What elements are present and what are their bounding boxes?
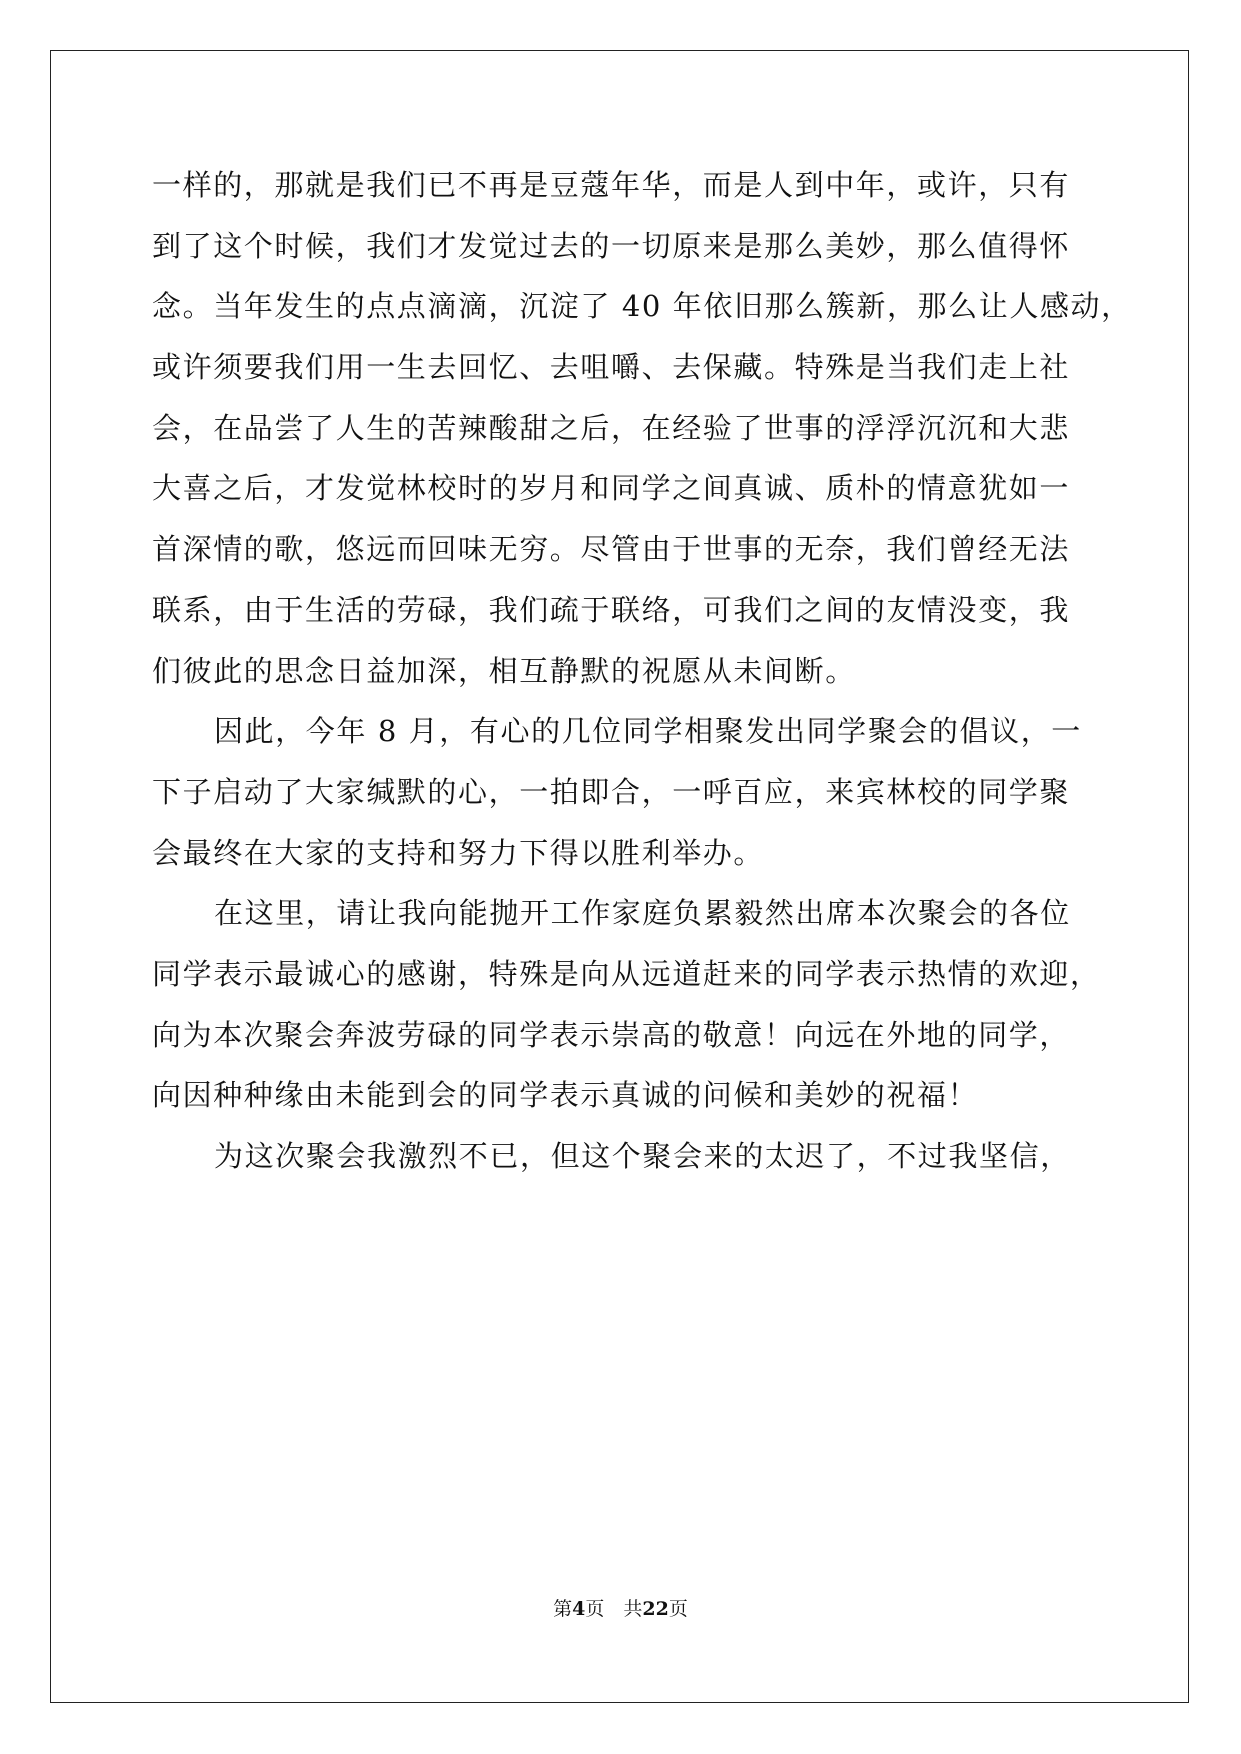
text-line: 们彼此的思念日益加深，相互静默的祝愿从未间断。 <box>152 653 856 688</box>
page-footer <box>0 1594 1241 1621</box>
footer-suffix: 页 <box>668 1598 688 1620</box>
text-line: 为这次聚会我激烈不已，但这个聚会来的太迟了，不过我坚信， <box>214 1139 1071 1173</box>
text-line: 一样的，那就是我们已不再是豆蔻年华，而是人到中年，或许，只有 <box>152 168 1071 202</box>
text-line: 会最终在大家的支持和努力下得以胜利举办。 <box>152 835 765 870</box>
document-body <box>152 155 1132 1187</box>
text-line: 念。当年发生的点点滴滴，沉淀了 40 年依旧那么簇新，那么让人感动， <box>152 289 1132 324</box>
text-line: 到了这个时候，我们才发觉过去的一切原来是那么美妙，那么值得怀 <box>152 228 1071 263</box>
footer-page-number: 4 <box>572 1598 586 1620</box>
text-line: 下子启动了大家缄默的心，一拍即合，一呼百应，来宾林校的同学聚 <box>152 774 1071 809</box>
text-line: 首深情的歌，悠远而回味无穷。尽管由于世事的无奈，我们曾经无法 <box>152 532 1071 567</box>
text-line: 大喜之后，才发觉林校时的岁月和同学之间真诚、质朴的情意犹如一 <box>152 471 1071 506</box>
text-line: 联系，由于生活的劳碌，我们疏于联络，可我们之间的友情没变，我 <box>152 592 1071 627</box>
footer-prefix: 第 <box>553 1598 573 1620</box>
text-line: 在这里，请让我向能抛开工作家庭负累毅然出席本次聚会的各位 <box>214 896 1071 931</box>
footer-total-pages: 22 <box>642 1598 669 1620</box>
text-line: 会，在品尝了人生的苦辣酸甜之后，在经验了世事的浮浮沉沉和大悲 <box>152 410 1071 445</box>
text-line: 向因种种缘由未能到会的同学表示真诚的问候和美妙的祝福！ <box>152 1078 979 1113</box>
text-line: 向为本次聚会奔波劳碌的同学表示崇高的敬意！向远在外地的同学， <box>152 1017 1071 1052</box>
footer-middle: 页 共 <box>585 1598 643 1620</box>
text-line: 或许须要我们用一生去回忆、去咀嚼、去保藏。特殊是当我们走上社 <box>152 350 1071 385</box>
text-line: 因此，今年 8 月，有心的几位同学相聚发出同学聚会的倡议，一 <box>214 714 1082 749</box>
text-line: 同学表示最诚心的感谢，特殊是向从远道赶来的同学表示热情的欢迎， <box>152 956 1101 991</box>
